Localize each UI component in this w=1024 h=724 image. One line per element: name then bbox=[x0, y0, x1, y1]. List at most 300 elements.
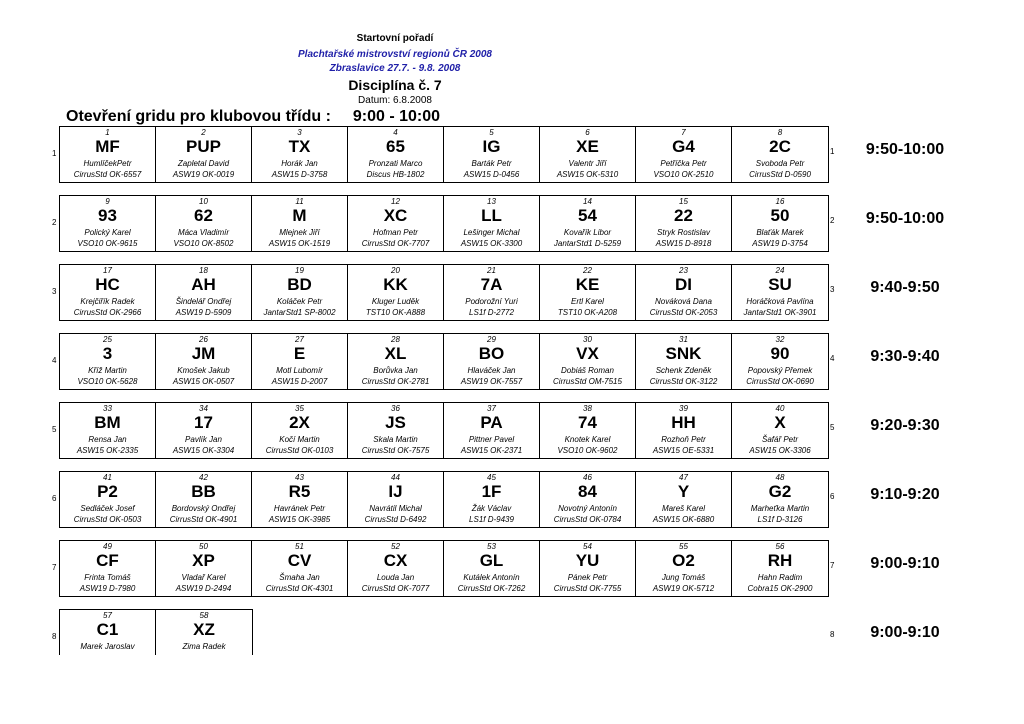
competitor-cell bbox=[444, 265, 540, 320]
pilot-name: Lešinger Michal bbox=[463, 228, 520, 237]
competitor-cell bbox=[348, 334, 444, 389]
pilot-name: Jung Tomáš bbox=[661, 573, 706, 582]
competitor-cell bbox=[156, 334, 252, 389]
competitor-cell bbox=[60, 472, 156, 527]
competition-number: XC bbox=[383, 206, 408, 225]
pilot-name: Podorožní Yuri bbox=[465, 297, 518, 306]
competitor-cell bbox=[732, 541, 828, 596]
row-start-time: 9:40-9:50 bbox=[870, 279, 940, 296]
competitor-cell bbox=[636, 127, 732, 182]
start-position-number: 35 bbox=[295, 404, 304, 413]
start-position-number: 42 bbox=[199, 473, 208, 482]
competition-number: LL bbox=[481, 206, 502, 225]
glider-registration: VSO10 OK-2510 bbox=[653, 170, 714, 179]
pilot-name: Horák Jan bbox=[281, 159, 318, 168]
row-start-time: 9:00-9:10 bbox=[870, 555, 940, 572]
competition-number: XP bbox=[192, 551, 215, 570]
competitor-cell bbox=[444, 472, 540, 527]
competitor-cell bbox=[156, 403, 252, 458]
competitor-cell bbox=[60, 403, 156, 458]
competition-number: BB bbox=[191, 482, 216, 501]
row-start-time: 9:50-10:00 bbox=[865, 210, 945, 227]
pilot-name: Petříčka Petr bbox=[660, 159, 707, 168]
competition-number: 1F bbox=[481, 482, 502, 501]
start-position-number: 46 bbox=[583, 473, 592, 482]
glider-registration: ASW19 D-5909 bbox=[175, 308, 232, 317]
glider-registration: LS1f D-3126 bbox=[757, 515, 803, 524]
competitor-cell bbox=[252, 541, 348, 596]
glider-registration: CirrusStd D-6492 bbox=[364, 515, 427, 524]
competition-number: Y bbox=[677, 482, 690, 501]
glider-registration: ASW19 D-7980 bbox=[79, 584, 136, 593]
start-position-number: 44 bbox=[391, 473, 400, 482]
competition-number: XZ bbox=[193, 620, 215, 639]
row-start-time: 9:50-10:00 bbox=[865, 141, 945, 158]
competition-number: SNK bbox=[665, 344, 702, 363]
competition-number: 84 bbox=[578, 482, 597, 501]
pilot-name: Marek Jaroslav bbox=[80, 642, 135, 651]
row-number-right: 1 bbox=[830, 147, 835, 156]
start-position-number: 36 bbox=[391, 404, 400, 413]
competition-number: HH bbox=[671, 413, 696, 432]
glider-registration: ASW19 D-2494 bbox=[175, 584, 232, 593]
start-position-number: 41 bbox=[103, 473, 112, 482]
glider-registration: VSO10 OK-8502 bbox=[173, 239, 234, 248]
pilot-name: Pronzati Marco bbox=[368, 159, 423, 168]
start-position-number: 53 bbox=[487, 542, 496, 551]
pilot-name: Koláček Petr bbox=[276, 297, 323, 306]
glider-registration: ASW19 OK-5712 bbox=[652, 584, 715, 593]
glider-registration: CirrusStd OK-6557 bbox=[73, 170, 142, 179]
start-position-number: 25 bbox=[103, 335, 112, 344]
competitor-cell bbox=[156, 196, 252, 251]
row-number-left: 5 bbox=[52, 425, 57, 434]
competition-number: 90 bbox=[770, 344, 790, 363]
competitor-cell bbox=[540, 541, 636, 596]
competitor-cell bbox=[60, 334, 156, 389]
competition-number: KE bbox=[575, 275, 600, 294]
competition-number: IG bbox=[482, 137, 501, 156]
pilot-name: Skala Martin bbox=[373, 435, 418, 444]
competitor-cell bbox=[252, 403, 348, 458]
competition-number: RH bbox=[767, 551, 793, 570]
pilot-name: Pittner Pavel bbox=[468, 435, 515, 444]
competitor-cell bbox=[348, 127, 444, 182]
competition-number: JS bbox=[385, 413, 406, 432]
competition-number: G2 bbox=[768, 482, 792, 501]
row-number-left: 6 bbox=[52, 494, 57, 503]
start-position-number: 2 bbox=[201, 128, 206, 137]
competitor-cell bbox=[444, 403, 540, 458]
competition-number: CX bbox=[383, 551, 408, 570]
glider-registration: TST10 OK-A888 bbox=[365, 308, 426, 317]
competitor-cell bbox=[348, 403, 444, 458]
glider-registration: CirrusStd OK-7707 bbox=[361, 239, 430, 248]
pilot-name: Marheťka Martin bbox=[750, 504, 810, 513]
grid-opening-time: 9:00 - 10:00 bbox=[352, 108, 441, 125]
pilot-name: Hlaváček Jan bbox=[467, 366, 516, 375]
start-position-number: 26 bbox=[199, 335, 208, 344]
pilot-name: Knotek Karel bbox=[564, 435, 611, 444]
glider-registration: ASW15 OK-3300 bbox=[460, 239, 523, 248]
pilot-name: Rensa Jan bbox=[88, 435, 127, 444]
glider-registration: ASW19 D-3754 bbox=[752, 239, 808, 248]
row-number-left: 8 bbox=[52, 632, 57, 641]
pilot-name: Krejčiřík Radek bbox=[80, 297, 135, 306]
glider-registration: VSO10 OK-9615 bbox=[77, 239, 138, 248]
start-position-number: 4 bbox=[393, 128, 398, 137]
glider-registration: CirrusStd OK-0103 bbox=[265, 446, 334, 455]
glider-registration: CirrusStd OM-7515 bbox=[553, 377, 622, 386]
pilot-name: Louda Jan bbox=[376, 573, 415, 582]
competition-number: CV bbox=[287, 551, 312, 570]
competition-number: 65 bbox=[386, 137, 405, 156]
competition-number: M bbox=[292, 206, 307, 225]
competition-number: O2 bbox=[672, 551, 695, 570]
glider-registration: Discus HB-1802 bbox=[366, 170, 425, 179]
pilot-name: Pavlík Jan bbox=[185, 435, 222, 444]
start-position-number: 37 bbox=[487, 404, 496, 413]
glider-registration: CirrusStd OK-4301 bbox=[265, 584, 334, 593]
competitor-cell bbox=[444, 541, 540, 596]
glider-registration: ASW15 OK-1519 bbox=[268, 239, 331, 248]
pilot-name: Zapletal David bbox=[177, 159, 230, 168]
start-position-number: 58 bbox=[199, 611, 209, 620]
glider-registration: CirrusStd OK-2053 bbox=[649, 308, 718, 317]
row-start-time: 9:10-9:20 bbox=[870, 486, 940, 503]
pilot-name: Stryk Rostislav bbox=[657, 228, 710, 237]
discipline-title: Disciplína č. 7 bbox=[348, 77, 442, 93]
glider-registration: CirrusStd OK-2781 bbox=[361, 377, 430, 386]
competition-number: XL bbox=[384, 344, 407, 363]
row-number-left: 3 bbox=[52, 287, 57, 296]
pilot-name: Žák Václav bbox=[471, 504, 512, 513]
start-position-number: 3 bbox=[297, 128, 302, 137]
competitor-cell bbox=[636, 196, 732, 251]
pilot-name: Valentr Jiří bbox=[568, 159, 607, 168]
competition-number: MF bbox=[95, 137, 120, 156]
glider-registration: LS1f D-9439 bbox=[469, 515, 514, 524]
start-position-number: 11 bbox=[295, 197, 304, 206]
competitor-cell bbox=[540, 403, 636, 458]
glider-registration: JantarStd1 D-5259 bbox=[553, 239, 622, 248]
start-position-number: 52 bbox=[391, 542, 400, 551]
pilot-name: Zima Radek bbox=[182, 642, 226, 651]
competitor-cell bbox=[348, 196, 444, 251]
start-position-number: 43 bbox=[295, 473, 304, 482]
competitor-cell bbox=[444, 127, 540, 182]
competition-number: P2 bbox=[97, 482, 118, 501]
glider-registration: ASW19 OK-7557 bbox=[460, 377, 523, 386]
competition-number: C1 bbox=[96, 620, 119, 639]
start-position-number: 6 bbox=[585, 128, 590, 137]
competitor-cell bbox=[732, 127, 828, 182]
competition-number: XE bbox=[576, 137, 599, 156]
start-position-number: 5 bbox=[489, 128, 494, 137]
row-number-right: 3 bbox=[830, 285, 835, 294]
competitor-cell bbox=[540, 334, 636, 389]
glider-registration: Cobra15 OK-2900 bbox=[747, 584, 813, 593]
start-position-number: 29 bbox=[487, 335, 496, 344]
start-position-number: 22 bbox=[583, 266, 592, 275]
pilot-name: Frinta Tomáš bbox=[84, 573, 131, 582]
competitor-cell bbox=[252, 265, 348, 320]
competitor-cell bbox=[732, 403, 828, 458]
glider-registration: ASW19 OK-0019 bbox=[172, 170, 235, 179]
glider-registration: JantarStd1 OK-3901 bbox=[743, 308, 817, 317]
pilot-name: HumlíčekPetr bbox=[83, 159, 132, 168]
start-position-number: 31 bbox=[679, 335, 688, 344]
row-number-left: 1 bbox=[52, 149, 57, 158]
start-position-number: 48 bbox=[775, 473, 785, 482]
row-number-right: 4 bbox=[830, 354, 835, 363]
competition-number: BM bbox=[94, 413, 121, 432]
competition-number: GL bbox=[479, 551, 504, 570]
glider-registration: ASW15 D-3758 bbox=[271, 170, 328, 179]
start-position-number: 1 bbox=[105, 128, 110, 137]
start-position-number: 50 bbox=[199, 542, 208, 551]
row-start-time: 9:20-9:30 bbox=[870, 417, 940, 434]
start-position-number: 17 bbox=[103, 266, 112, 275]
competition-number: DI bbox=[675, 275, 692, 294]
start-position-number: 20 bbox=[391, 266, 400, 275]
glider-registration: CirrusStd OK-7575 bbox=[361, 446, 430, 455]
start-row bbox=[59, 333, 829, 390]
competitor-cell bbox=[252, 196, 348, 251]
pilot-name: Novotný Antonín bbox=[558, 504, 617, 513]
row-number-right: 6 bbox=[830, 492, 835, 501]
competitor-cell bbox=[732, 196, 828, 251]
competition-number: IJ bbox=[388, 482, 403, 501]
event-place-dates: Zbraslavice 27.7. - 9.8. 2008 bbox=[329, 63, 461, 74]
competitor-cell bbox=[732, 334, 828, 389]
start-position-number: 7 bbox=[681, 128, 686, 137]
competition-number: BD bbox=[287, 275, 312, 294]
start-position-number: 16 bbox=[775, 197, 785, 206]
competition-number: 74 bbox=[578, 413, 597, 432]
glider-registration: ASW15 D-8918 bbox=[655, 239, 712, 248]
glider-registration: CirrusStd OK-0503 bbox=[73, 515, 142, 524]
row-start-time: 9:00-9:10 bbox=[870, 624, 940, 641]
glider-registration: JantarStd1 SP-8002 bbox=[263, 308, 336, 317]
competition-number: AH bbox=[191, 275, 216, 294]
row-start-time: 9:30-9:40 bbox=[870, 348, 940, 365]
pilot-name: Hahn Radim bbox=[757, 573, 803, 582]
competition-number: JM bbox=[191, 344, 216, 363]
pilot-name: Borůvka Jan bbox=[373, 366, 418, 375]
pilot-name: Pánek Petr bbox=[567, 573, 608, 582]
start-row bbox=[59, 264, 829, 321]
competitor-cell bbox=[348, 472, 444, 527]
competition-number: PUP bbox=[186, 137, 221, 156]
pilot-name: Mlejnek Jiří bbox=[279, 228, 320, 237]
pilot-name: Schenk Zdeněk bbox=[655, 366, 712, 375]
competition-number: HC bbox=[95, 275, 120, 294]
competition-number: 17 bbox=[194, 413, 213, 432]
row-number-left: 4 bbox=[52, 356, 57, 365]
glider-registration: CirrusStd OK-7755 bbox=[553, 584, 622, 593]
competitor-cell bbox=[444, 334, 540, 389]
glider-registration: CirrusStd OK-0690 bbox=[746, 377, 814, 386]
row-number-right: 5 bbox=[830, 423, 835, 432]
competition-number: R5 bbox=[288, 482, 311, 501]
row-number-right: 7 bbox=[830, 561, 835, 570]
start-position-number: 9 bbox=[105, 197, 110, 206]
start-position-number: 12 bbox=[391, 197, 400, 206]
start-position-number: 13 bbox=[487, 197, 496, 206]
glider-registration: LS1f D-2772 bbox=[469, 308, 514, 317]
row-number-right: 2 bbox=[830, 216, 835, 225]
competitor-cell bbox=[636, 403, 732, 458]
start-position-number: 10 bbox=[199, 197, 208, 206]
competitor-cell bbox=[636, 265, 732, 320]
glider-registration: CirrusStd OK-7077 bbox=[361, 584, 430, 593]
grid-opening-label: Otevření gridu pro klubovou třídu : bbox=[66, 108, 331, 125]
document-date: Datum: 6.8.2008 bbox=[358, 95, 432, 106]
pilot-name: Kutálek Antonín bbox=[463, 573, 520, 582]
glider-registration: VSO10 OK-9602 bbox=[557, 446, 618, 455]
start-position-number: 38 bbox=[583, 404, 592, 413]
start-position-number: 14 bbox=[583, 197, 592, 206]
competitor-cell bbox=[636, 472, 732, 527]
pilot-name: Ertl Karel bbox=[571, 297, 604, 306]
competitor-cell bbox=[444, 196, 540, 251]
competitor-cell bbox=[540, 472, 636, 527]
start-position-number: 28 bbox=[391, 335, 400, 344]
competitor-cell bbox=[60, 196, 156, 251]
pilot-name: Kluger Luděk bbox=[371, 297, 420, 306]
start-position-number: 45 bbox=[487, 473, 496, 482]
competition-number: KK bbox=[383, 275, 408, 294]
row-number-left: 2 bbox=[52, 218, 57, 227]
pilot-name: Motl Lubomír bbox=[276, 366, 323, 375]
pilot-name: Šindelář Ondřej bbox=[175, 297, 232, 306]
start-position-number: 23 bbox=[679, 266, 688, 275]
start-position-number: 40 bbox=[775, 404, 785, 413]
competition-number: E bbox=[293, 344, 306, 363]
pilot-name: Havránek Petr bbox=[273, 504, 326, 513]
glider-registration: ASW15 OK-3306 bbox=[749, 446, 811, 455]
start-position-number: 21 bbox=[487, 266, 496, 275]
start-row bbox=[59, 126, 829, 183]
glider-registration: ASW15 OK-2335 bbox=[76, 446, 139, 455]
pilot-name: Máca Vladimír bbox=[177, 228, 230, 237]
competitor-cell bbox=[60, 265, 156, 320]
start-position-number: 32 bbox=[775, 335, 785, 344]
competitor-cell bbox=[348, 541, 444, 596]
row-number-left: 7 bbox=[52, 563, 57, 572]
glider-registration: ASW15 OK-2371 bbox=[460, 446, 523, 455]
start-row bbox=[59, 540, 829, 597]
start-position-number: 8 bbox=[777, 128, 783, 137]
glider-registration: TST10 OK-A208 bbox=[557, 308, 618, 317]
document-title: Startovní pořadí bbox=[356, 33, 434, 44]
glider-registration: ASW15 D-2007 bbox=[271, 377, 328, 386]
start-position-number: 30 bbox=[583, 335, 592, 344]
competition-number: 7A bbox=[480, 275, 503, 294]
competition-number: 2C bbox=[769, 137, 791, 156]
pilot-name: Polický Karel bbox=[84, 228, 131, 237]
competition-number: CF bbox=[96, 551, 119, 570]
competition-number: X bbox=[774, 413, 786, 432]
start-position-number: 57 bbox=[103, 611, 112, 620]
competitor-cell bbox=[60, 127, 156, 182]
competition-number: 22 bbox=[674, 206, 693, 225]
pilot-name: Kočí Martin bbox=[279, 435, 320, 444]
competitor-cell bbox=[540, 127, 636, 182]
glider-registration: CirrusStd OK-2966 bbox=[73, 308, 142, 317]
pilot-name: Barták Petr bbox=[471, 159, 512, 168]
start-position-number: 39 bbox=[679, 404, 688, 413]
start-position-number: 19 bbox=[295, 266, 304, 275]
competition-number: 54 bbox=[578, 206, 597, 225]
page-bottom-margin bbox=[0, 655, 1024, 724]
competitor-cell bbox=[60, 541, 156, 596]
competition-number: 3 bbox=[102, 344, 113, 363]
pilot-name: Vladař Karel bbox=[181, 573, 226, 582]
pilot-name: Mareš Karel bbox=[661, 504, 706, 513]
competition-number: TX bbox=[288, 137, 311, 156]
competition-number: YU bbox=[575, 551, 600, 570]
competitor-cell bbox=[540, 196, 636, 251]
glider-registration: ASW15 D-0456 bbox=[463, 170, 520, 179]
competitor-cell bbox=[540, 265, 636, 320]
pilot-name: Kmošek Jakub bbox=[177, 366, 230, 375]
competitor-cell bbox=[348, 265, 444, 320]
pilot-name: Popovský Přemek bbox=[747, 366, 813, 375]
pilot-name: Hofman Petr bbox=[373, 228, 418, 237]
glider-registration: CirrusStd OK-0784 bbox=[553, 515, 622, 524]
start-position-number: 27 bbox=[295, 335, 304, 344]
start-position-number: 33 bbox=[103, 404, 112, 413]
competitor-cell bbox=[732, 472, 828, 527]
start-position-number: 51 bbox=[295, 542, 304, 551]
competition-number: VX bbox=[576, 344, 599, 363]
glider-registration: ASW15 OE-5331 bbox=[652, 446, 715, 455]
start-position-number: 18 bbox=[199, 266, 208, 275]
competition-number: PA bbox=[480, 413, 503, 432]
pilot-name: Navrátil Michal bbox=[369, 504, 422, 513]
glider-registration: ASW15 OK-3304 bbox=[172, 446, 235, 455]
competitor-cell bbox=[252, 127, 348, 182]
glider-registration: ASW15 OK-6880 bbox=[652, 515, 715, 524]
competition-number: BO bbox=[478, 344, 505, 363]
glider-registration: ASW15 OK-0507 bbox=[172, 377, 235, 386]
glider-registration: CirrusStd OK-7262 bbox=[457, 584, 526, 593]
pilot-name: Šmaha Jan bbox=[279, 573, 320, 582]
start-position-number: 15 bbox=[679, 197, 688, 206]
competitor-cell bbox=[252, 472, 348, 527]
glider-registration: ASW15 OK-5310 bbox=[556, 170, 619, 179]
competition-number: 2X bbox=[289, 413, 310, 432]
start-position-number: 47 bbox=[679, 473, 688, 482]
start-row bbox=[59, 195, 829, 252]
pilot-name: Nováková Dana bbox=[655, 297, 712, 306]
pilot-name: Šafář Petr bbox=[761, 435, 798, 444]
competitor-cell bbox=[156, 265, 252, 320]
start-position-number: 54 bbox=[583, 542, 592, 551]
competition-number: 93 bbox=[98, 206, 117, 225]
competitor-cell bbox=[732, 265, 828, 320]
pilot-name: Bordovský Ondřej bbox=[171, 504, 236, 513]
glider-registration: CirrusStd OK-3122 bbox=[649, 377, 718, 386]
competitor-cell bbox=[636, 334, 732, 389]
competitor-cell bbox=[636, 541, 732, 596]
pilot-name: Horáčková Pavlína bbox=[746, 297, 814, 306]
event-name: Plachtařské mistrovství regionů ČR 2008 bbox=[298, 49, 492, 60]
competitor-cell bbox=[156, 541, 252, 596]
grid-opening-line bbox=[66, 108, 440, 126]
